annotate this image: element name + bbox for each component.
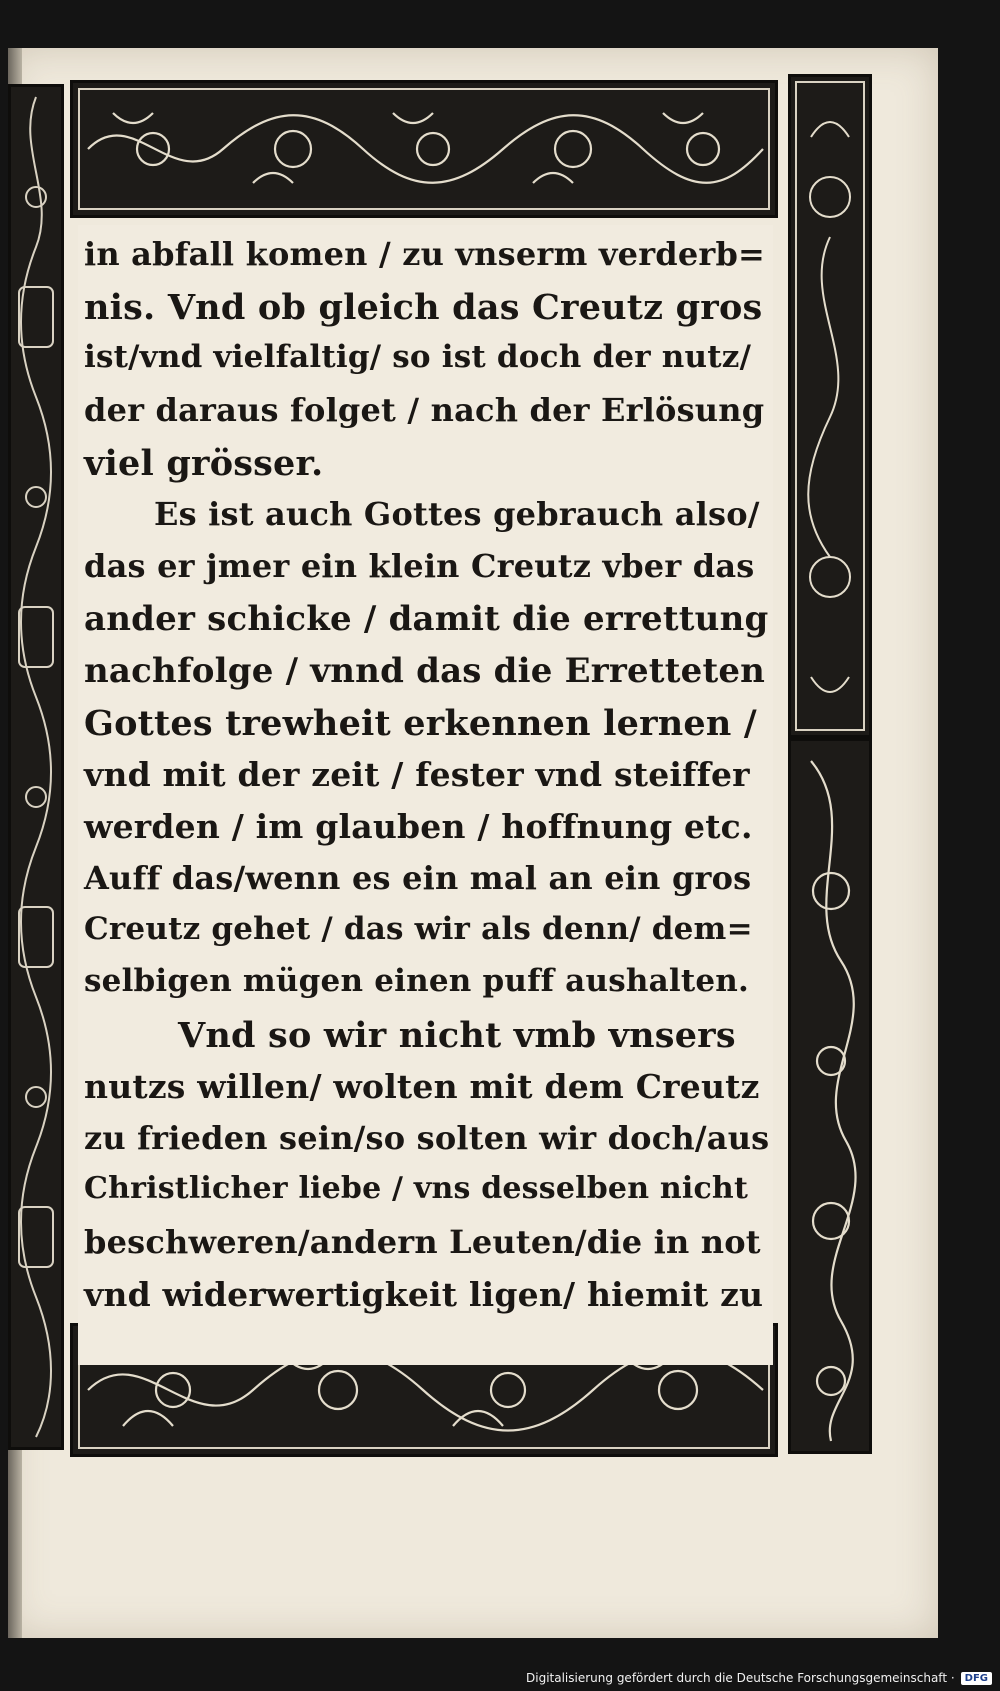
- dfg-logo-icon: DFG: [961, 1672, 992, 1685]
- text-line: beschweren/andern Leuten/die in not: [84, 1223, 761, 1261]
- text-line: werden / im glauben / hoffnung etc.: [84, 807, 753, 846]
- right-upper-ornament-pattern: [791, 77, 869, 735]
- right-lower-ornament-pattern: [791, 741, 869, 1451]
- right-ornament-border-upper: [788, 74, 872, 738]
- text-line: Auff das/wenn es ein mal an ein gros: [84, 859, 752, 897]
- book-page: [8, 48, 938, 1638]
- text-line: nis. Vnd ob gleich das Creutz gros: [84, 287, 763, 328]
- text-line: vnd mit der zeit / fester vnd steiffer: [84, 755, 750, 794]
- text-line: viel grösser.: [84, 443, 324, 484]
- text-line: Creutz gehet / das wir als denn/ dem=: [84, 911, 753, 947]
- right-ornament-border-lower: [788, 738, 872, 1454]
- top-ornament-pattern: [73, 83, 775, 215]
- text-block: [78, 225, 773, 1365]
- credit-text: Digitalisierung gefördert durch die Deutsche Forschungsgemeinschaft ·: [526, 1671, 955, 1685]
- text-line: Vnd so wir nicht vmb vnsers: [178, 1015, 736, 1056]
- text-line: ist/vnd vielfaltig/ so ist doch der nutz/: [84, 339, 752, 375]
- text-line: zu frieden sein/so solten wir doch/aus: [84, 1119, 770, 1157]
- text-line: selbigen mügen einen puff aushalten.: [84, 963, 750, 999]
- text-line: das er jmer ein klein Creutz vber das: [84, 547, 755, 585]
- text-line: ander schicke / damit die errettung: [84, 599, 769, 639]
- text-line: der daraus folget / nach der Erlösung: [84, 391, 765, 429]
- text-line: Christlicher liebe / vns desselben nicht: [84, 1171, 749, 1206]
- digitization-credit: [526, 1669, 992, 1687]
- text-line: nachfolge / vnnd das die Erretteten: [84, 651, 766, 691]
- text-line: Es ist auch Gottes gebrauch also/: [154, 495, 760, 533]
- left-ornament-border: [8, 84, 64, 1450]
- top-ornament-border: [70, 80, 778, 218]
- text-line: vnd widerwertigkeit ligen/ hiemit zu: [84, 1275, 764, 1314]
- left-ornament-pattern: [11, 87, 61, 1447]
- text-line: nutzs willen/ wolten mit dem Creutz: [84, 1067, 760, 1106]
- text-line: in abfall komen / zu vnserm verderb=: [84, 235, 766, 273]
- text-line: Gottes trewheit erkennen lernen /: [84, 703, 757, 744]
